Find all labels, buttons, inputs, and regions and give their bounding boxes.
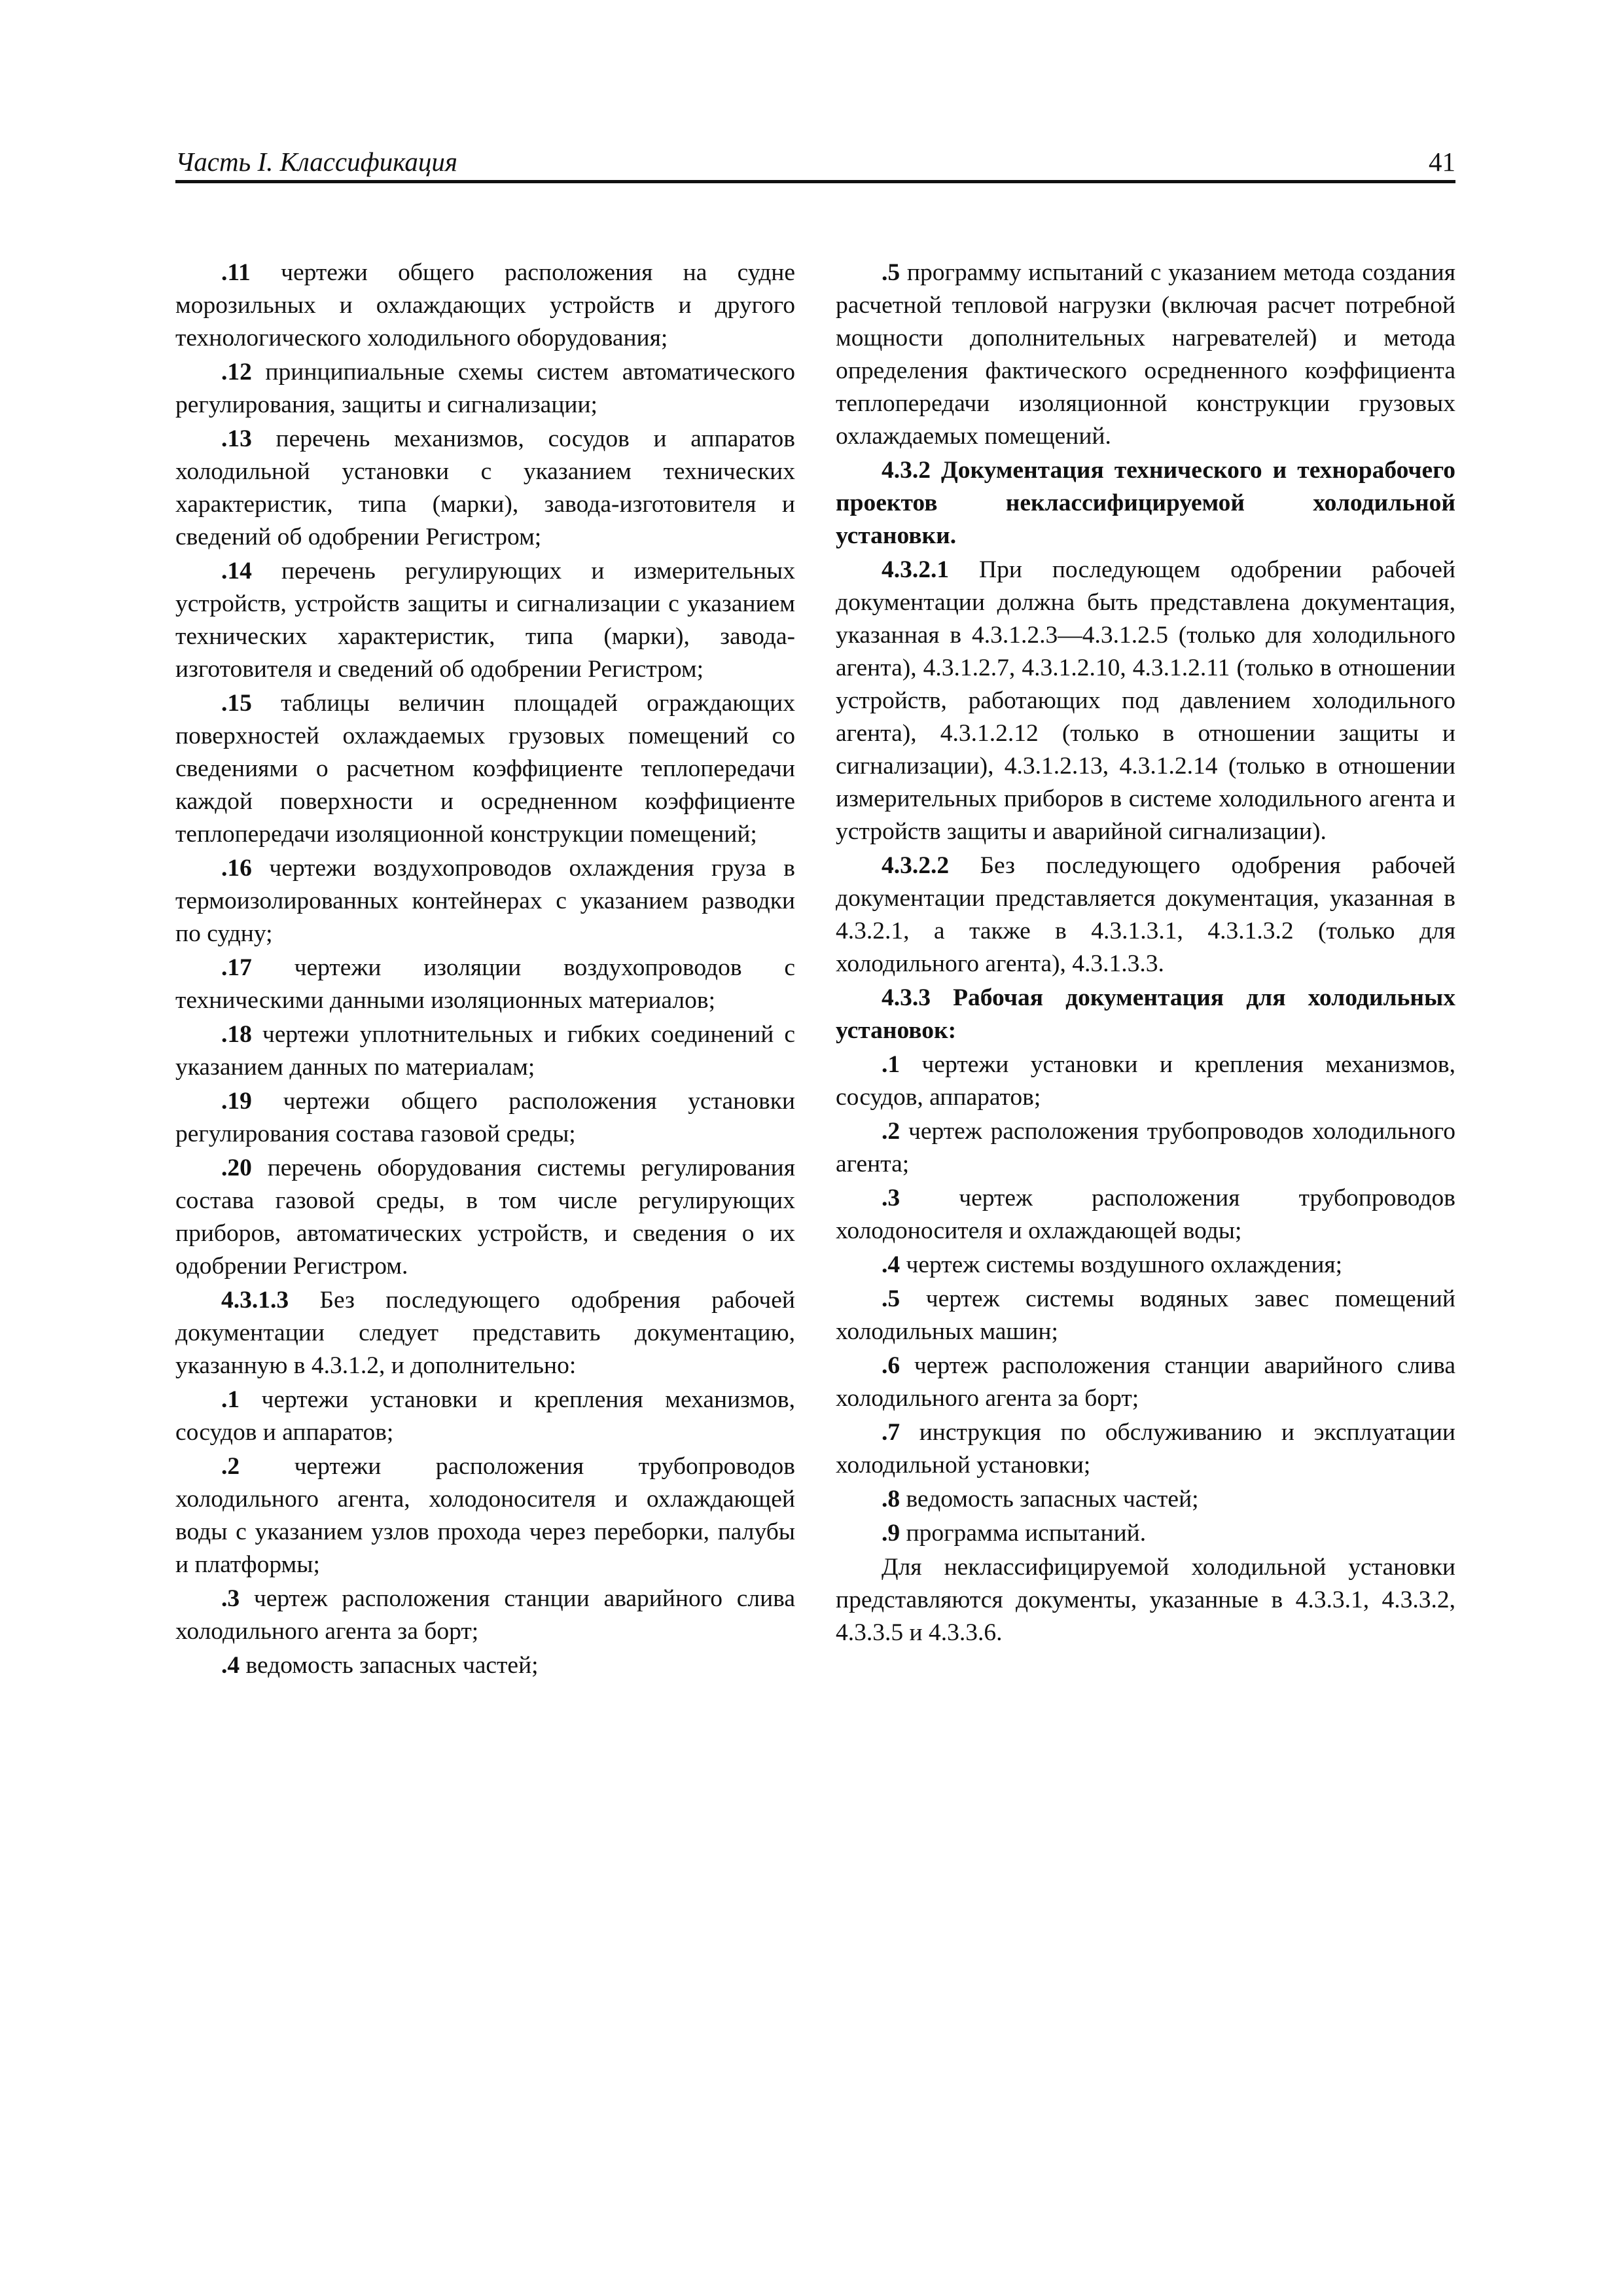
header-title: Часть I. Классификация (175, 147, 457, 177)
paragraph: 4.3.1.3 Без последующего одобрения рабочей документации следует представить документацию, указанную в 4.3.1.2, и дополнительно: (175, 1287, 795, 1379)
paragraph: .5 программу испытаний с указанием метода создания расчетной тепловой нагрузки (включая расчет потребной мощности дополнительных нагревателей) и метода определения фактического осредненного коэффициента теплопередачи изоляционной конструкции грузовых охлаждаемых помещений. (836, 259, 1455, 450)
paragraph: .12 принципиальные схемы систем автоматического регулирования, защиты и сигнализации; (175, 359, 795, 418)
paragraph: .20 перечень оборудования системы регулирования состава газовой среды, в том числе регулирующих приборов, автоматических устройств, и сведения о их одобрении Регистром. (175, 1155, 795, 1280)
paragraph: .3 чертеж расположения трубопроводов холодоносителя и охлаждающей воды; (836, 1185, 1455, 1244)
paragraph: 4.3.2.1 При последующем одобрении рабочей документации должна быть представлена документация, указанная в 4.3.1.2.3—4.3.1.2.5 (только для холодильного агента), 4.3.1.2.7, 4.3.1.2.10, 4.3.1.2.11 (только в отношении устройств, работающих под давлением холодильного агента), 4.3.1.2.12 (только в отношении защиты и сигнализации), 4.3.1.2.13, 4.3.1.2.14 (только в отношении измерительных приборов в системе холодильного агента и устройств защиты и аварийной сигнализации). (836, 556, 1455, 845)
paragraph: .16 чертежи воздухопроводов охлаждения груза в термоизолированных контейнерах с указанием разводки по судну; (175, 855, 795, 947)
paragraph: .14 перечень регулирующих и измерительных устройств, устройств защиты и сигнализации с указанием технических характеристик, типа (марки), завода-изготовителя и сведений об одобрении Регистром; (175, 558, 795, 683)
left-column (175, 257, 795, 1683)
paragraph: .1 чертежи установки и крепления механизмов, сосудов, аппаратов; (836, 1051, 1455, 1111)
paragraph: .19 чертежи общего расположения установки регулирования состава газовой среды; (175, 1088, 795, 1147)
paragraph: .9 программа испытаний. (882, 1520, 1147, 1547)
paragraph: .13 перечень механизмов, сосудов и аппаратов холодильной установки с указанием технических характеристик, типа (марки), завода-изготовителя и сведений об одобрении Регистром; (175, 425, 795, 550)
right-column (836, 257, 1455, 1651)
paragraph: .5 чертеж системы водяных завес помещений холодильных машин; (836, 1285, 1455, 1345)
paragraph: .18 чертежи уплотнительных и гибких соединений с указанием данных по материалам; (175, 1021, 795, 1081)
paragraph: .11 чертежи общего расположения на судне морозильных и охлаждающих устройств и другого технологического холодильного оборудования; (175, 259, 795, 351)
paragraph: .2 чертежи расположения трубопроводов холодильного агента, холодоносителя и охлаждающей воды с указанием узлов прохода через переборки, палубы и платформы; (175, 1453, 795, 1578)
paragraph: .4 ведомость запасных частей; (221, 1652, 539, 1679)
paragraph: .3 чертеж расположения станции аварийного слива холодильного агента за борт; (175, 1585, 795, 1645)
paragraph: .7 инструкция по обслуживанию и эксплуатации холодильной установки; (836, 1419, 1455, 1479)
paragraph: .4 чертеж системы воздушного охлаждения; (882, 1251, 1343, 1278)
section-heading: 4.3.3 Рабочая документация для холодильных установок: (836, 984, 1455, 1044)
paragraph: .8 ведомость запасных частей; (882, 1486, 1199, 1513)
paragraph: .15 таблицы величин площадей ограждающих поверхностей охлаждаемых грузовых помещений со сведениями о расчетном коэффициенте теплопередачи каждой поверхности и осредненном коэффициенте теплопередачи изоляционной конструкции помещений; (175, 690, 795, 848)
paragraph: .6 чертеж расположения станции аварийного слива холодильного агента за борт; (836, 1352, 1455, 1412)
paragraph: Для неклассифицируемой холодильной установки представляются документы, указанные в 4.3.3.1, 4.3.3.2, 4.3.3.5 и 4.3.3.6. (836, 1554, 1455, 1646)
paragraph: .17 чертежи изоляции воздухопроводов с техническими данными изоляционных материалов; (175, 954, 795, 1014)
page-number: 41 (1429, 147, 1455, 177)
page-header (175, 141, 1455, 183)
paragraph: .1 чертежи установки и крепления механизмов, сосудов и аппаратов; (175, 1386, 795, 1446)
section-heading: 4.3.2 Документация технического и технорабочего проектов неклассифицируемой холодильной установки. (836, 457, 1455, 549)
paragraph: .2 чертеж расположения трубопроводов холодильного агента; (836, 1118, 1455, 1177)
paragraph: 4.3.2.2 Без последующего одобрения рабочей документации представляется документация, указанная в 4.3.2.1, а также в 4.3.1.3.1, 4.3.1.3.2 (только для холодильного агента), 4.3.1.3.3. (836, 852, 1455, 977)
